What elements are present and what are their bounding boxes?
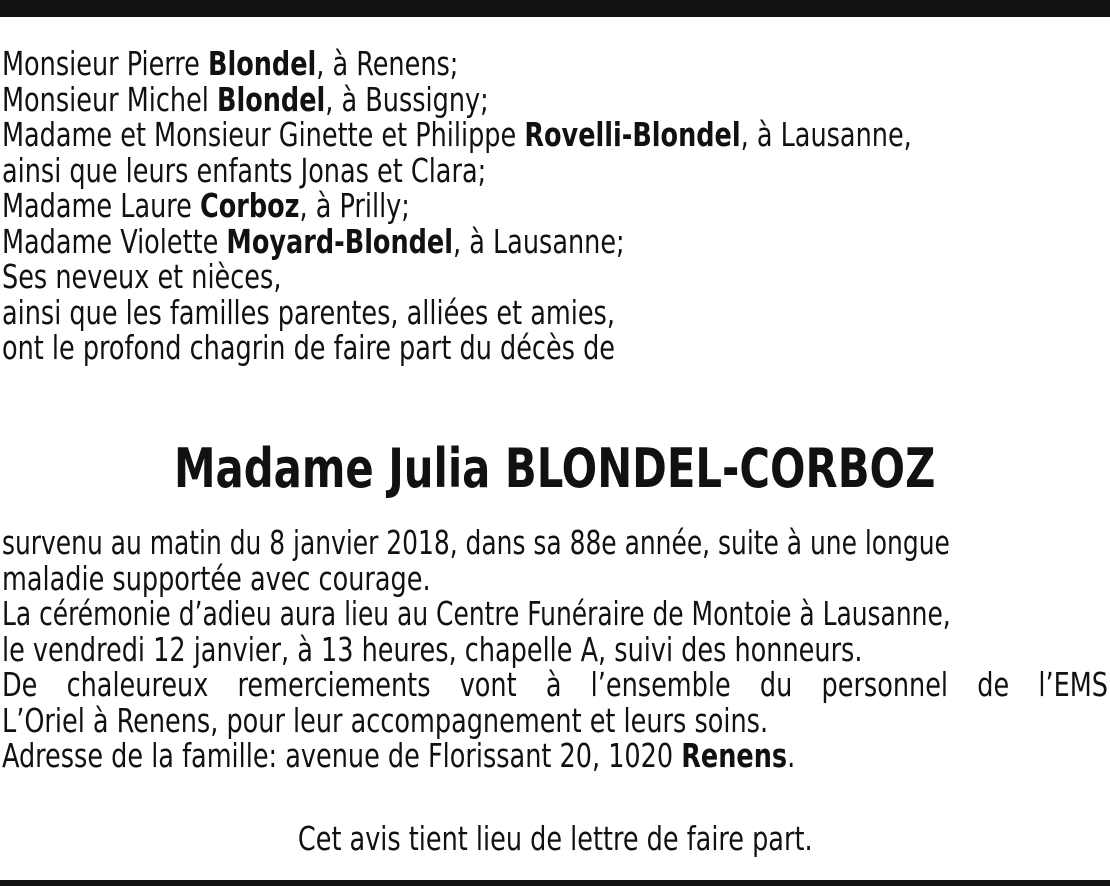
mourner-line: Madame Laure Corboz, à Prilly;	[2, 186, 410, 225]
mourner-surname: Corboz	[199, 186, 300, 225]
mourner-line: ainsi que leurs enfants Jonas et Clara;	[2, 150, 487, 190]
bottom-border-rule	[0, 880, 1110, 886]
detail-line: De chaleureux remerciements vont à l’ensemble du personnel de l’EMS	[2, 665, 1108, 704]
family-address-line: Adresse de la famille: avenue de Florissant 20, 1020 Renens.	[2, 736, 796, 775]
top-border-rule	[0, 0, 1110, 17]
mourner-line: ont le profond chagrin de faire part du décès de	[2, 328, 616, 367]
mourner-line: ainsi que les familles parentes, alliées et amies,	[2, 292, 615, 332]
detail-line: La cérémonie d’adieu aura lieu au Centre Funéraire de Montoie à Lausanne,	[2, 594, 951, 633]
mourner-surname: Moyard-Blondel	[226, 221, 454, 261]
deceased-name-heading: Madame Julia BLONDEL-CORBOZ	[174, 437, 936, 500]
footer-note: Cet avis tient lieu de lettre de faire part.	[297, 819, 813, 858]
mourner-line: Madame et Monsieur Ginette et Philippe Rovelli-Blondel, à Lausanne,	[2, 115, 912, 154]
mourner-line: Monsieur Michel Blondel, à Bussigny;	[2, 79, 489, 119]
mourner-surname: Blondel	[217, 79, 326, 119]
address-city: Renens	[681, 736, 788, 775]
detail-line: maladie supportée avec courage.	[2, 558, 431, 598]
mourner-line: Ses neveux et nièces,	[2, 257, 282, 296]
notice-details	[2, 525, 1108, 774]
detail-line: L’Oriel à Renens, pour leur accompagnement et leurs soins.	[2, 700, 769, 740]
mourners-list	[2, 46, 1108, 366]
detail-line: le vendredi 12 janvier, à 13 heures, chapelle A, suivi des honneurs.	[2, 629, 863, 669]
mourner-line: Monsieur Pierre Blondel, à Renens;	[2, 44, 459, 83]
detail-line: survenu au matin du 8 janvier 2018, dans sa 88e année, suite à une longue	[2, 523, 950, 562]
mourner-line: Madame Violette Moyard-Blondel, à Lausanne;	[2, 221, 625, 261]
mourner-surname: Blondel	[207, 44, 317, 83]
mourner-surname: Rovelli-Blondel	[524, 115, 741, 154]
